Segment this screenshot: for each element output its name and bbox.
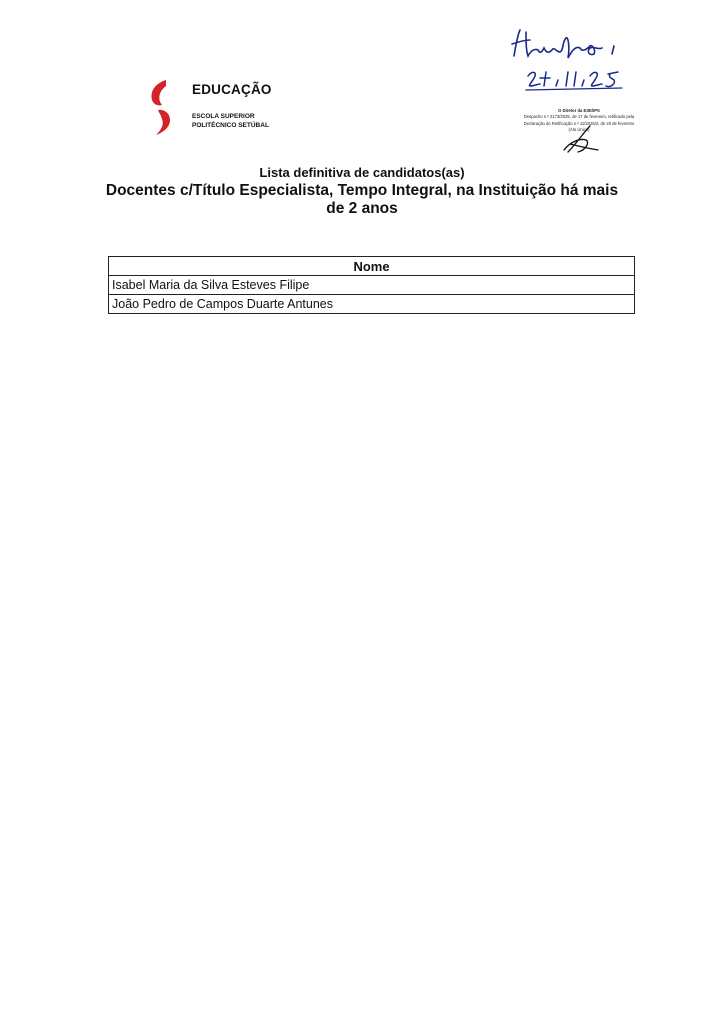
column-header-nome: Nome <box>109 257 635 276</box>
table-row <box>109 295 635 314</box>
stamp-line3: (Ato Único) <box>568 127 590 133</box>
stamp-line1: Despacho n.º 2173/2025, de 17 de fevereiro, retificado pela <box>523 114 635 120</box>
candidates-table <box>108 256 635 314</box>
stamp-title: O Diretor da ESE/IPS <box>558 108 600 113</box>
table-header-row <box>109 257 635 276</box>
handwritten-date <box>524 66 624 92</box>
approval-block <box>496 24 666 154</box>
director-signature <box>556 124 606 154</box>
institution-logo <box>148 78 288 138</box>
candidate-name: Isabel Maria da Silva Esteves Filipe <box>109 276 635 295</box>
document-subtitle: Docentes c/Título Especialista, Tempo Integral, na Instituição há mais de 2 anos <box>105 182 619 217</box>
document-title: Lista definitiva de candidatos(as) <box>259 165 465 180</box>
institution-subtitle-line2: POLITÉCNICO SETÚBAL <box>192 122 269 129</box>
institution-subtitle-line1: ESCOLA SUPERIOR <box>192 113 255 120</box>
institution-subtitle <box>192 112 269 130</box>
stamp-line2: Declaração de Retificação n.º 11/2025/2, de 20 de fevereiro <box>523 120 635 126</box>
document-heading <box>0 165 724 218</box>
table-row <box>109 276 635 295</box>
handwritten-homologo-signature <box>506 24 636 64</box>
institution-title: EDUCAÇÃO <box>192 82 272 97</box>
logo-mark-icon <box>148 78 176 136</box>
candidate-name: João Pedro de Campos Duarte Antunes <box>109 295 635 314</box>
